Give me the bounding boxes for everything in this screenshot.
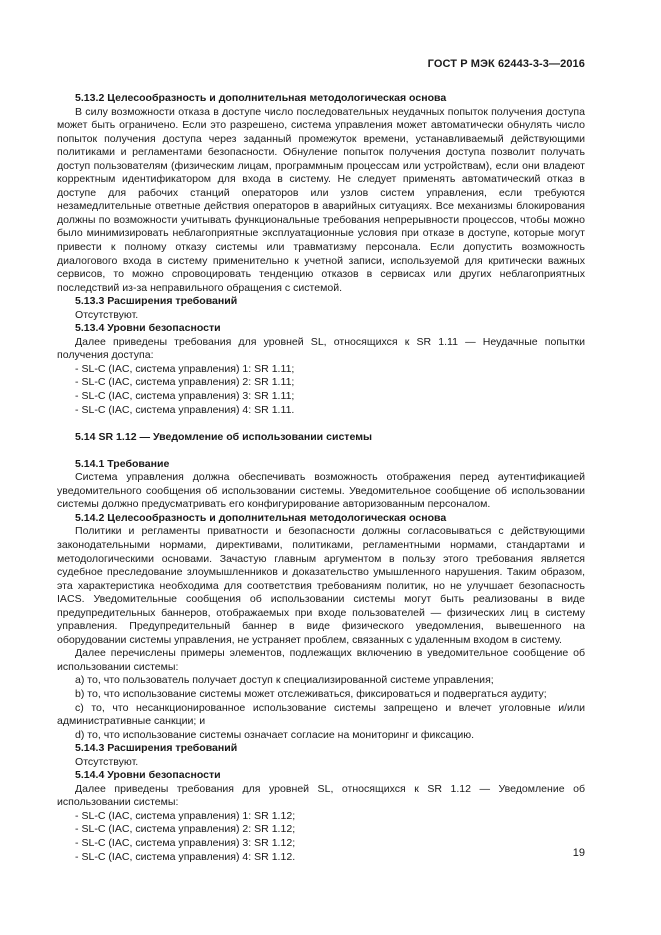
page-number: 19 (572, 847, 585, 859)
section-heading: 5.14 SR 1.12 — Уведомление об использовании системы (75, 431, 373, 444)
list-item: - SL-C (IAC, система управления) 1: SR 1.11; (75, 362, 295, 375)
paragraph: Политики и регламенты приватности и безопасности должны согласовываться с действующими законодательными нормами, директивами, политиками, регламентными нормами, стандартами и методологическими основами. Зачастую главным аргументом в пользу этого требования является судебное преследование злоумышленников и доказательство умышленного нарушения. Таким образом, эта характеристика необходима для соответствия требованиям политик, но не улучшает безопасность IACS. Уведомительные сообщения об использовании системы могут быть реализованы в виде предупредительных баннеров, отображаемых при входе пользователей — физических лиц в систему управления. Предупредительный баннер в виде физического уведомления, вывешенного на оборудовании системы управления, не устраняет проблем, связанных с удаленным входом в систему. (57, 525, 585, 646)
subsection-heading: 5.14.4 Уровни безопасности (75, 769, 221, 782)
subsection-heading: 5.14.1 Требование (75, 457, 170, 470)
subsection-heading: 5.14.2 Целесообразность и дополнительная методологическая основа (75, 511, 447, 524)
paragraph: b) то, что использование системы может отслеживаться, фиксироваться и подвергаться аудиту; (75, 687, 547, 700)
paragraph: В силу возможности отказа в доступе число последовательных неудачных попыток получения доступа может быть ограничено. Если это разрешено, система управления может автоматически обнулять число попыток получения доступа через заданный промежуток времени, устанавливаемый действующими политиками и регламентами безопасности. Обнуление попыток получения доступа позволит получать доступ пользователям (физическим лицам, программным процессам или устройствам), если они владеют корректным идентификатором для входа в систему. Не следует применять автоматический отказ в доступе для рабочих станций операторов или узлов систем управления, если требуются незамедлительные ответные действия операторов в аварийных ситуациях. Все механизмы блокирования должны по возможности учитывать функциональные требования непрерывности процессов, чтобы можно было минимизировать неблагоприятные эксплуатационные условия при отказе в доступе, которые могут привести к полному отказу системы или травматизму персонала. Если допустить возможность диалогового входа в систему применительно к учетной записи, используемой для критически важных сервисов, то можно спровоцировать тенденцию отказов в сервисах или других неблагоприятных последствий из-за неправильного обращения с системой. (57, 105, 585, 294)
paragraph: d) то, что использование системы означает согласие на мониторинг и фиксацию. (75, 728, 475, 741)
document-header: ГОСТ Р МЭК 62443-3-3—2016 (427, 58, 585, 70)
text-line: Отсутствуют. (75, 755, 139, 768)
list-item: - SL-C (IAC, система управления) 4: SR 1.12. (75, 850, 296, 863)
list-item: - SL-C (IAC, система управления) 4: SR 1.11. (75, 403, 295, 416)
subsection-heading: 5.13.3 Расширения требований (75, 295, 238, 308)
list-item: - SL-C (IAC, система управления) 2: SR 1.11; (75, 376, 295, 389)
subsection-heading: 5.14.3 Расширения требований (75, 742, 238, 755)
text-line: Отсутствуют. (75, 308, 139, 321)
document-body (57, 92, 585, 864)
subsection-heading: 5.13.2 Целесообразность и дополнительная методологическая основа (75, 92, 447, 104)
paragraph: Далее приведены требования для уровней SL, относящихся к SR 1.11 — Неудачные попытки получения доступа: (57, 335, 585, 362)
paragraph: Далее приведены требования для уровней SL, относящихся к SR 1.12 — Уведомление об использовании системы: (57, 782, 585, 809)
paragraph: c) то, что несанкционированное использование системы запрещено и влечет уголовные и/или административные санкции; и (57, 701, 585, 728)
list-item: - SL-C (IAC, система управления) 3: SR 1.12; (75, 836, 296, 849)
subsection-heading: 5.13.4 Уровни безопасности (75, 322, 221, 335)
paragraph: Далее перечислены примеры элементов, подлежащих включению в уведомительное сообщение об использовании системы: (57, 647, 585, 673)
list-item: - SL-C (IAC, система управления) 3: SR 1.11; (75, 390, 295, 403)
list-item: - SL-C (IAC, система управления) 1: SR 1.12; (75, 809, 296, 822)
paragraph: a) то, что пользователь получает доступ к специализированной системе управления; (75, 674, 494, 687)
list-item: - SL-C (IAC, система управления) 2: SR 1.12; (75, 823, 296, 836)
paragraph: Система управления должна обеспечивать возможность отображения перед аутентификацией уведомительного сообщения об использовании системы. Уведомительное сообщение об использовании системы должно предусматривать его конфигурирование авторизованным персоналом. (57, 471, 585, 511)
